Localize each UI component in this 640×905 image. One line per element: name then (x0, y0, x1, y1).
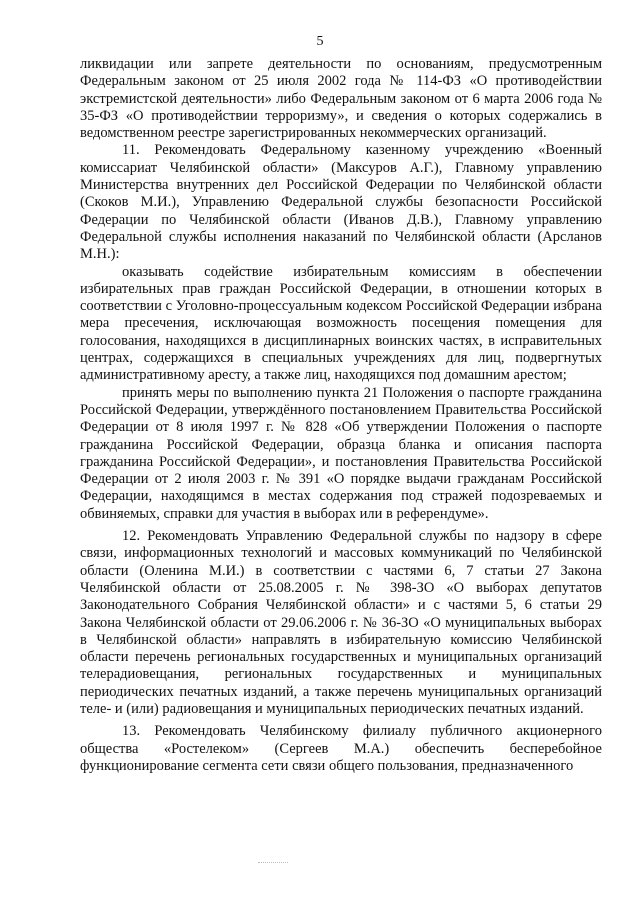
paragraph-item-12: 12. Рекомендовать Управлению Федеральной службы по надзору в сфере связи, информационных технологий и массовых коммуникаций по Челябинской области (Оленина М.И.) в соответствии с частями 6, 7 статьи 27 Закона Челябинской области от 25.08.2005 г. № 398-ЗО «О выборах депутатов Законодательного Собрания Челябинской области» и с частями 5, 6 статьи 29 Закона Челябинской области от 29.06.2006 г. № 36-ЗО «О муниципальных выборах в Челябинской области» направлять в избирательную комиссию Челябинской области перечень региональных государственных и муниципальных организаций телерадиовещания, региональных государственных и муниципальных периодических печатных изданий, а также перечень муниципальных организаций теле- и (или) радиовещания и муниципальных периодических печатных изданий. (80, 528, 602, 717)
scan-artifact (258, 862, 288, 865)
paragraph-item-11-passport-measures: принять меры по выполнению пункта 21 Положения о паспорте гражданина Российской Федерации, утверждённого постановлением Правительства Российской Федерации от 8 июля 1997 г. № 828 «Об утверждении Положения о паспорте гражданина Российской Федерации, образца бланка и описания паспорта гражданина Российской Федерации», и постановления Правительства Российской Федерации от 2 июля 2003 г. № 391 «О порядке выдачи гражданам Российской Федерации, находящимся в местах содержания под стражей подозреваемых и обвиняемых, справки для участия в выборах или в референдуме». (80, 384, 602, 522)
paragraph-item-13: 13. Рекомендовать Челябинскому филиалу публичного акционерного общества «Ростелеком» (Сергеев М.А.) обеспечить бесперебойное функционирование сегмента сети связи общего пользования, предназначенного (80, 723, 602, 774)
document-body (80, 56, 602, 775)
paragraph-continued-from-previous-page: ликвидации или запрете деятельности по основаниям, предусмотренным Федеральным законом от 25 июля 2002 года № 114-ФЗ «О противодействии экстремистской деятельности» либо Федеральным законом от 6 марта 2006 года № 35-ФЗ «О противодействии терроризму», и сведения о которых содержались в ведомственном реестре зарегистрированных некоммерческих организаций. (80, 56, 602, 142)
paragraph-item-11: 11. Рекомендовать Федеральному казенному учреждению «Военный комиссариат Челябинской области» (Максуров А.Г.), Главному управлению Министерства внутренних дел Российской Федерации по Челябинской области (Скоков М.И.), Управлению Федеральной службы безопасности Российской Федерации по Челябинской области (Иванов Д.В.), Главному управлению Федеральной службы исполнения наказаний по Челябинской области (Арсланов М.Н.): (80, 142, 602, 263)
page-number: 5 (316, 34, 324, 49)
paragraph-item-11-assist-voting: оказывать содействие избирательным комиссиям в обеспечении избирательных прав граждан Российской Федерации, в отношении которых в соответствии с Уголовно-процессуальным кодексом Российской Федерации избрана мера пресечения, исключающая возможность посещения помещения для голосования, находящихся в дисциплинарных воинских частях, в исправительных центрах, содержащихся в специальных учреждениях для лиц, подвергнутых административному аресту, а также лиц, находящихся под домашним арестом; (80, 263, 602, 384)
